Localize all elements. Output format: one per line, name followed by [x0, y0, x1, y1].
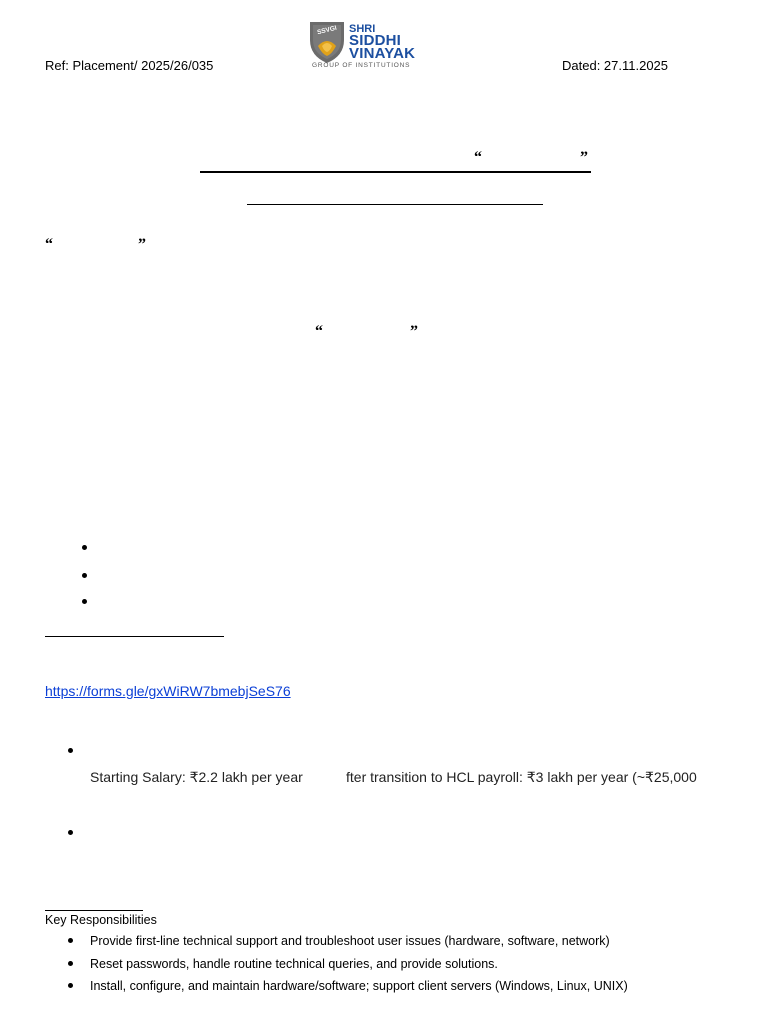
list-bullet [68, 983, 73, 988]
logo-line2: SIDDHI [349, 32, 402, 49]
list-bullet [68, 748, 73, 753]
subtitle-underline [247, 204, 543, 205]
list-bullet [82, 545, 87, 550]
responsibility-item: Install, configure, and maintain hardware/software; support client servers (Windows, Linux, UNIX) [90, 979, 628, 993]
list-bullet [68, 830, 73, 835]
list-bullet [82, 573, 87, 578]
list-bullet [82, 599, 87, 604]
starting-salary: Starting Salary: ₹2.2 lakh per year [90, 769, 303, 785]
responsibility-item: Reset passwords, handle routine technical queries, and provide solutions. [90, 957, 498, 971]
responsibilities-heading: Key Responsibilities [45, 913, 157, 927]
institution-logo [308, 18, 432, 70]
logo-line3: VINAYAK [349, 45, 416, 62]
responsibility-item: Provide first-line technical support and troubleshoot user issues (hardware, software, network) [90, 934, 610, 948]
logo-line1: SHRI [349, 23, 376, 35]
registration-form-link[interactable]: https://forms.gle/gxWiRW7bmebjSeS76 [45, 683, 291, 699]
logo-badge-text: SSVGI [316, 24, 338, 37]
paragraph-close-quote: ” [138, 236, 146, 253]
title-open-quote: “ [474, 149, 482, 166]
section-underline [45, 636, 224, 637]
reference-number: Ref: Placement/ 2025/26/035 [45, 58, 214, 73]
body-open-quote: “ [315, 323, 323, 340]
logo-subtitle: GROUP OF INSTITUTIONS [312, 62, 411, 69]
title-underline [200, 171, 591, 173]
body-close-quote: ” [410, 323, 418, 340]
list-bullet [68, 938, 73, 943]
list-bullet [68, 961, 73, 966]
responsibilities-underline [45, 910, 143, 911]
post-transition-salary: fter transition to HCL payroll: ₹3 lakh per year (~₹25,000 [346, 769, 697, 785]
paragraph-open-quote: “ [45, 236, 53, 253]
date: Dated: 27.11.2025 [562, 58, 669, 73]
title-close-quote: ” [580, 149, 588, 166]
